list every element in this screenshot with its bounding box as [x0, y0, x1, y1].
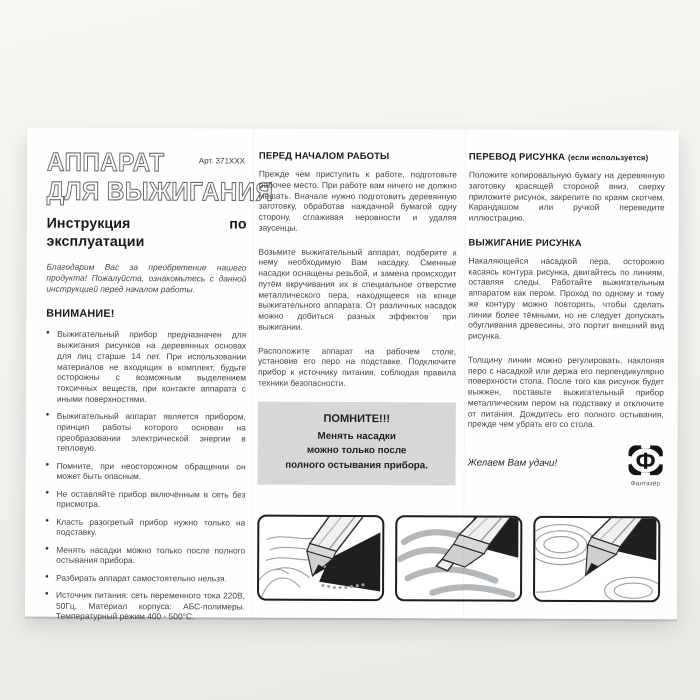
- column-left: [45, 146, 274, 622]
- product-title-line2: ДЛЯ ВЫЖИГАНИЯ: [46, 175, 274, 207]
- attention-item: • Выжигательный прибор предназначен для выжигания рисунков на деревянных основах для лиц старше 14 лет. При использовании материалов не входящих в комплект, будьте осторожны с возможным выделением токсичных веществ, при контакте аппарата с иными поверхностями.: [46, 329, 246, 405]
- transfer-paragraph: Положите копировальную бумагу на деревянную заготовку красящей стороной вниз, сверху приложите рисунок, закрепите по краям скотчем. Карандашом или ручкой переведите иллюстрацию.: [468, 169, 665, 223]
- manual-subtitle: Инструкция по эксплуатации: [46, 215, 247, 251]
- brand-logo: [628, 444, 664, 488]
- transfer-header-text: ПЕРЕВОД РИСУНКА: [468, 150, 566, 162]
- before-work-paragraph: Расположите аппарат на рабочем столе, установив его перо на подставке. Подключите прибор к источнику питания, соблюдая правила техники безопасности.: [257, 345, 457, 388]
- illustrations-row: [257, 510, 663, 608]
- illustration-pen-thick-strokes: [395, 515, 522, 602]
- reminder-line: полного остывания прибора.: [285, 459, 428, 472]
- before-work-paragraph: Прежде чем приступить к работе, подготовьте рабочее место. При работе вам ничего не должно мешать. Вначале нужно подготовить деревянную заготовку, обработав наждачной бумагой одну сторону, сглаживая неровности и удаляя заусенцы.: [258, 168, 457, 233]
- brand-logo-label: Фантазёр: [630, 480, 661, 488]
- reminder-title: ПОМНИТЕ!!!: [323, 412, 391, 425]
- pen-drawing-oval-strokes-icon: [535, 518, 658, 601]
- transfer-header: [469, 151, 665, 164]
- instruction-leaflet: [25, 128, 679, 620]
- fantazer-logo-icon: [628, 444, 664, 476]
- svg-text:Ф: Ф: [635, 447, 656, 474]
- product-title-line1: АППАРАТ: [46, 146, 165, 178]
- reminder-line: можно только после: [306, 445, 407, 457]
- column-middle: [257, 149, 457, 511]
- transfer-header-note: (если используется): [567, 152, 649, 163]
- good-luck-text: Желаем Вам удачи!: [467, 457, 558, 469]
- intro-thanks-text: Благодарим Вас за преобретение нашего продукта! Пожалуйста, ознакомьтесь с данной инструкцией перед началом работы.: [46, 262, 247, 295]
- burning-header: ВЫЖИГАНИЕ РИСУНКА: [468, 236, 582, 248]
- illustration-pen-oval-strokes: [533, 516, 660, 603]
- attention-item: • Разбирать аппарат самостоятельно нельзя.: [45, 572, 245, 584]
- attention-list: [45, 329, 246, 623]
- attention-item: • Менять насадки можно только после полного остывания прибора.: [45, 544, 245, 566]
- attention-item: • Класть разогретый прибор нужно только на подставку.: [45, 516, 245, 538]
- attention-item: • Выжигательный аппарат является прибором, принцип работы которого основан на преобразовании электрической энергии в тепловую.: [46, 411, 246, 455]
- attention-item: • Не оставляйте прибор включённым в сеть без присмотра.: [45, 488, 245, 510]
- burning-paragraph: Толщину линии можно регулировать, наклоняя перо с насадкой или держа его перпендикулярно поверхности стола. После того как рисунок будет выжжен, поставьте выжигательный прибор металлическим пером на подставку и отключите от питания. Дождитесь его полного остывания, прежде чем убрать его со стола.: [467, 354, 665, 430]
- attention-item: • Помните, при неосторожном обращении он может быть опасным.: [46, 460, 246, 482]
- article-number: Арт. 371XXX: [198, 156, 245, 166]
- pen-chisel-thick-strokes-icon: [397, 517, 520, 600]
- reminder-line: Менять насадки: [317, 430, 396, 442]
- pen-drawing-thin-lines-dots-icon: [259, 517, 382, 600]
- attention-item: • Источник питания: сеть переменного тока 220В, 50Гц. Материал корпуса: АБС-полимеры. Температурный режим 400 - 500°С.: [45, 590, 245, 623]
- before-work-header: ПЕРЕД НАЧАЛОМ РАБОТЫ: [258, 149, 390, 162]
- reminder-box: [258, 401, 456, 485]
- burning-paragraph: Накаляющейся насадкой пера, осторожно касаясь контура рисунка, двигайтесь по линиям, оставляя следы. Работайте выжигательным аппаратом как пером. Проход по одному и тому же контуру можно повторять, чтобы сделать линии более тёмными, но не следует допускать обугливания древесины, это портит внешний вид рисунка.: [468, 255, 665, 341]
- before-work-paragraph: Возьмите выжигательный аппарат, подберите к нему необходимую Вам насадку. Сменные насадки оснащены резьбой, и замена происходит путём вкручивания их в специальное отверстие металлического пера, находящееся на конце выжигательного аппарата. От различных насадок можно добиться разных эффектов при выжигании.: [258, 246, 457, 332]
- footer-row: [468, 444, 664, 489]
- illustration-pen-dotted-line: [257, 515, 384, 602]
- column-right: [467, 150, 665, 512]
- attention-header: ВНИМАНИЕ!: [46, 307, 115, 320]
